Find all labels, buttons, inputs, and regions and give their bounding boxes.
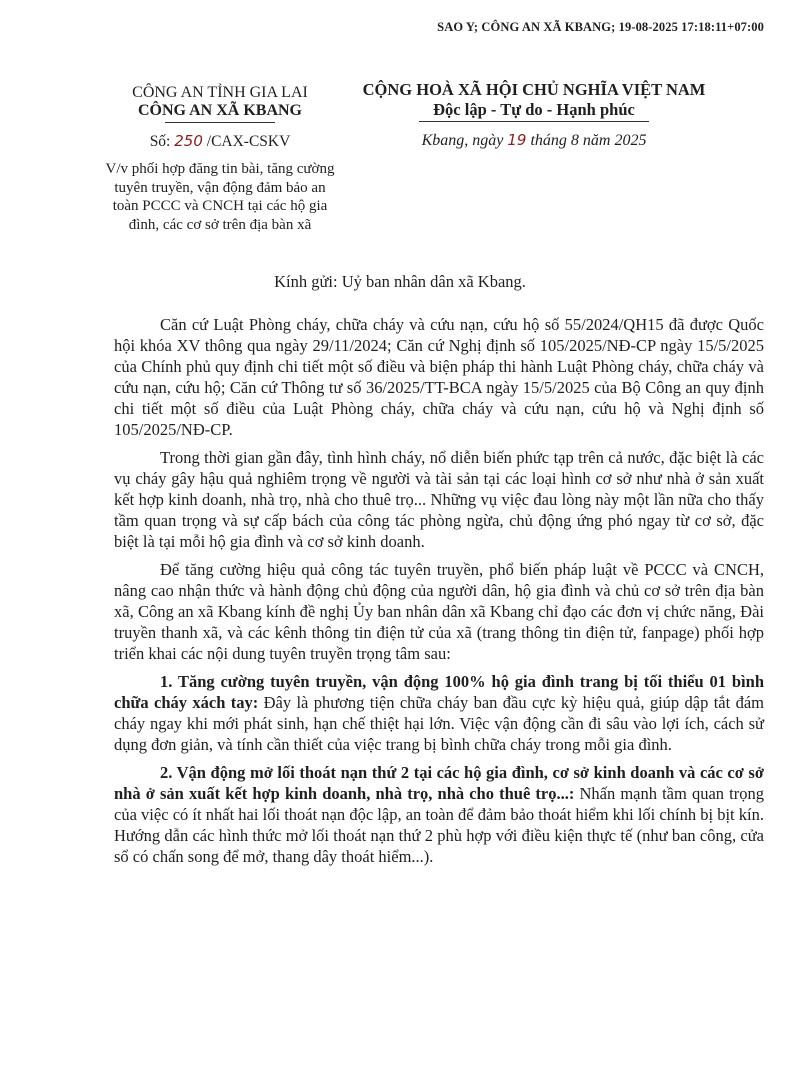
copy-stamp: SAO Y; CÔNG AN XÃ KBANG; 19-08-2025 17:18:11+07:00: [437, 20, 764, 34]
paragraph-situation: Trong thời gian gần đây, tình hình cháy, nổ diễn biến phức tạp trên cả nước, đặc biệt là các vụ cháy gây hậu quả nghiêm trọng về người và tài sản tại các loại hình cơ sở như nhà ở sản xuất kết hợp kinh doanh, nhà trọ, nhà cho thuê trọ... Những vụ việc đau lòng này một lần nữa cho thấy tầm quan trọng và sự cấp bách của công tác phòng ngừa, chủ động ứng phó ngay từ cơ sở, đặc biệt là tại mỗi hộ gia đình và cơ sở kinh doanh.: [114, 448, 764, 551]
national-header: [348, 80, 720, 151]
item-2-text: Nhấn mạnh tầm quan trọng của việc có ít nhất hai lối thoát nạn độc lập, an toàn để đảm bảo thoát hiểm khi lối chính bị bịt kín. Hướng dẫn các hình thức mở lối thoát nạn thứ 2 phù hợp với điều kiện thực tế (như ban công, cửa sổ có chấn song để mở, thang dây thoát hiểm...).: [114, 784, 764, 866]
day-handwritten: 19: [507, 131, 527, 149]
doc-number-prefix: Số:: [149, 133, 171, 150]
place-date-suffix: tháng 8 năm 2025: [526, 132, 647, 149]
paragraph-item-2: [114, 762, 764, 867]
document-number: [100, 131, 340, 152]
document-body: [114, 314, 764, 874]
doc-number-suffix: /CAX-CSKV: [206, 133, 291, 150]
doc-number-handwritten: 250: [174, 132, 203, 150]
place-date: [348, 130, 720, 151]
document-subject: V/v phối hợp đăng tin bài, tăng cường tuyên truyền, vận động đảm bảo an toàn PCCC và CNCH tại các hộ gia đình, các cơ sở trên địa bàn xã: [105, 161, 335, 233]
paragraph-legal-basis: Căn cứ Luật Phòng cháy, chữa cháy và cứu nạn, cứu hộ số 55/2024/QH15 đã được Quốc hội khóa XV thông qua ngày 29/11/2024; Căn cứ Nghị định số 105/2025/NĐ-CP ngày 15/5/2025 của Chính phủ quy định chi tiết một số điều và biện pháp thi hành Luật Phòng cháy, chữa cháy và cứu nạn, cứu hộ; Căn cứ Thông tư số 36/2025/TT-BCA ngày 15/5/2025 của Bộ Công an quy định chi tiết một số điều của Luật Phòng cháy, chữa cháy và cứu nạn, cứu hộ và Nghị định số 105/2025/NĐ-CP.: [114, 315, 764, 439]
paragraph-item-1: [114, 671, 764, 755]
organization-name: CÔNG AN XÃ KBANG: [137, 102, 302, 119]
recipient-line: Kính gửi: Uỷ ban nhân dân xã Kbang.: [274, 272, 526, 291]
national-motto: Độc lập - Tự do - Hạnh phúc: [433, 100, 635, 119]
national-title: CỘNG HOÀ XÃ HỘI CHỦ NGHĨA VIỆT NAM: [362, 80, 706, 99]
divider: [419, 121, 649, 122]
parent-organization: CÔNG AN TỈNH GIA LAI: [132, 84, 308, 101]
divider: [165, 122, 275, 123]
item-2-heading: 2. Vận động mở lối thoát nạn thứ 2 tại các hộ gia đình, cơ sở kinh doanh và các cơ sở nhà ở sản xuất kết hợp kinh doanh, nhà trọ, nhà cho thuê trọ...:: [114, 763, 764, 803]
place-date-prefix: Kbang, ngày: [421, 132, 508, 149]
item-1-text: Đây là phương tiện chữa cháy ban đầu cực kỳ hiệu quả, giúp dập tắt đám cháy ngay khi mới phát sinh, hạn chế thiệt hại lớn. Việc vận động cần đi sâu vào lợi ích, cách sử dụng đơn giản, và tính cần thiết của việc trang bị bình chữa cháy trong mỗi gia đình.: [114, 693, 764, 754]
paragraph-request: Để tăng cường hiệu quả công tác tuyên truyền, phổ biến pháp luật về PCCC và CNCH, nâng cao nhận thức và hành động chủ động của người dân, hộ gia đình và chủ cơ sở trên địa bàn xã, Công an xã Kbang kính đề nghị Ủy ban nhân dân xã Kbang chỉ đạo các đơn vị chức năng, Đài truyền thanh xã, và các kênh thông tin điện tử của xã (trang thông tin điện tử, fanpage) phối hợp triển khai các nội dung tuyên truyền trọng tâm sau:: [114, 560, 764, 663]
issuer-header: [100, 84, 340, 234]
item-1-heading: 1. Tăng cường tuyên truyền, vận động 100% hộ gia đình trang bị tối thiểu 01 bình chữa cháy xách tay:: [114, 672, 764, 712]
